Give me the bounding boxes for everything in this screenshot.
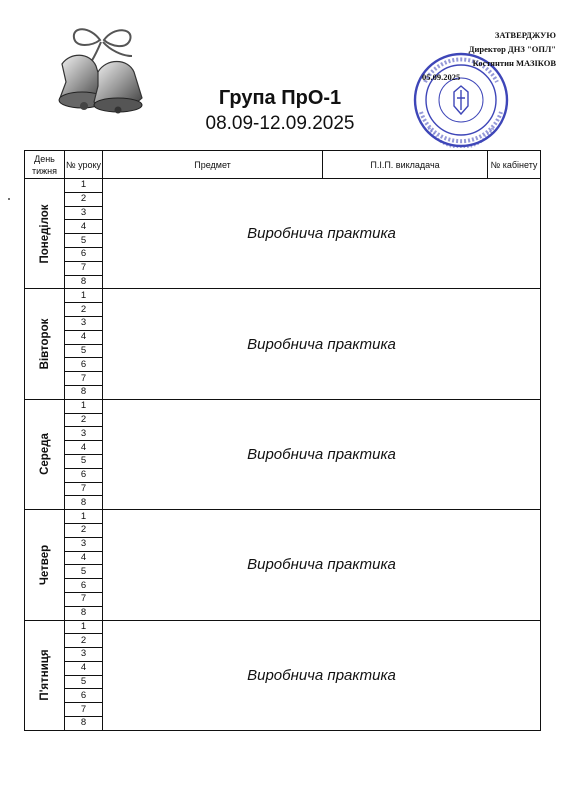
day-label: Понеділок — [38, 204, 51, 264]
subject-cell: Виробнича практика — [103, 510, 541, 620]
lesson-number: 1 — [65, 179, 103, 193]
day-cell — [25, 179, 65, 289]
lesson-number: 3 — [65, 206, 103, 220]
lesson-number: 1 — [65, 289, 103, 303]
subject-cell: Виробнича практика — [103, 399, 541, 509]
lesson-number: 7 — [65, 482, 103, 496]
subject-cell: Виробнича практика — [103, 289, 541, 399]
lesson-number: 7 — [65, 703, 103, 717]
lesson-number: 4 — [65, 330, 103, 344]
lesson-number: 5 — [65, 675, 103, 689]
table-header-row — [25, 151, 541, 179]
subject-cell: Виробнича практика — [103, 620, 541, 730]
table-row — [25, 289, 541, 303]
lesson-number: 6 — [65, 579, 103, 593]
scan-speck — [8, 198, 10, 200]
lesson-number: 8 — [65, 275, 103, 289]
lesson-number: 1 — [65, 510, 103, 524]
approval-name: Костянтин МАЗІКОВ — [472, 58, 556, 68]
lesson-number: 7 — [65, 592, 103, 606]
day-cell — [25, 620, 65, 730]
lesson-number: 5 — [65, 344, 103, 358]
schedule-table — [24, 150, 541, 731]
week-dates: 08.09-12.09.2025 — [205, 113, 355, 134]
schedule-body — [25, 179, 541, 731]
table-row — [25, 620, 541, 634]
lesson-number: 2 — [65, 634, 103, 648]
lesson-number: 5 — [65, 234, 103, 248]
lesson-number: 3 — [65, 427, 103, 441]
lesson-number: 2 — [65, 192, 103, 206]
lesson-number: 3 — [65, 316, 103, 330]
lesson-number: 5 — [65, 454, 103, 468]
bells-icon — [52, 22, 152, 114]
lesson-number: 1 — [65, 620, 103, 634]
lesson-number: 3 — [65, 537, 103, 551]
lesson-number: 2 — [65, 413, 103, 427]
day-label: Четвер — [38, 544, 51, 585]
approval-block — [396, 28, 556, 84]
group-title: Група ПрО-1 — [218, 87, 342, 109]
table-row — [25, 510, 541, 524]
page-title — [150, 86, 410, 136]
lesson-number: 8 — [65, 496, 103, 510]
day-label: Середа — [38, 433, 51, 476]
lesson-number: 3 — [65, 648, 103, 662]
lesson-number: 7 — [65, 261, 103, 275]
approval-position: Директор ДНЗ "ОПЛ" — [468, 44, 556, 54]
approval-date: 05.09.2025 — [422, 72, 461, 82]
lesson-number: 6 — [65, 689, 103, 703]
lesson-number: 4 — [65, 551, 103, 565]
header-day: День тижня — [25, 151, 65, 179]
subject-cell: Виробнича практика — [103, 179, 541, 289]
lesson-number: 6 — [65, 358, 103, 372]
lesson-number: 4 — [65, 661, 103, 675]
lesson-number: 8 — [65, 717, 103, 731]
day-cell — [25, 510, 65, 620]
lesson-number: 1 — [65, 399, 103, 413]
header-room: № кабінету — [488, 151, 541, 179]
table-row — [25, 399, 541, 413]
header-subject: Предмет — [103, 151, 323, 179]
day-cell — [25, 289, 65, 399]
day-label: П'ятниця — [38, 649, 51, 701]
lesson-number: 5 — [65, 565, 103, 579]
day-label: Вівторок — [38, 318, 51, 370]
lesson-number: 8 — [65, 385, 103, 399]
lesson-number: 8 — [65, 606, 103, 620]
lesson-number: 4 — [65, 441, 103, 455]
header-teacher: П.І.П. викладача — [323, 151, 488, 179]
lesson-number: 4 — [65, 220, 103, 234]
lesson-number: 6 — [65, 468, 103, 482]
header-lesson: № уроку — [65, 151, 103, 179]
lesson-number: 6 — [65, 247, 103, 261]
lesson-number: 7 — [65, 372, 103, 386]
lesson-number: 2 — [65, 523, 103, 537]
day-cell — [25, 399, 65, 509]
approval-heading: ЗАТВЕРДЖУЮ — [494, 30, 556, 40]
table-row — [25, 179, 541, 193]
lesson-number: 2 — [65, 303, 103, 317]
